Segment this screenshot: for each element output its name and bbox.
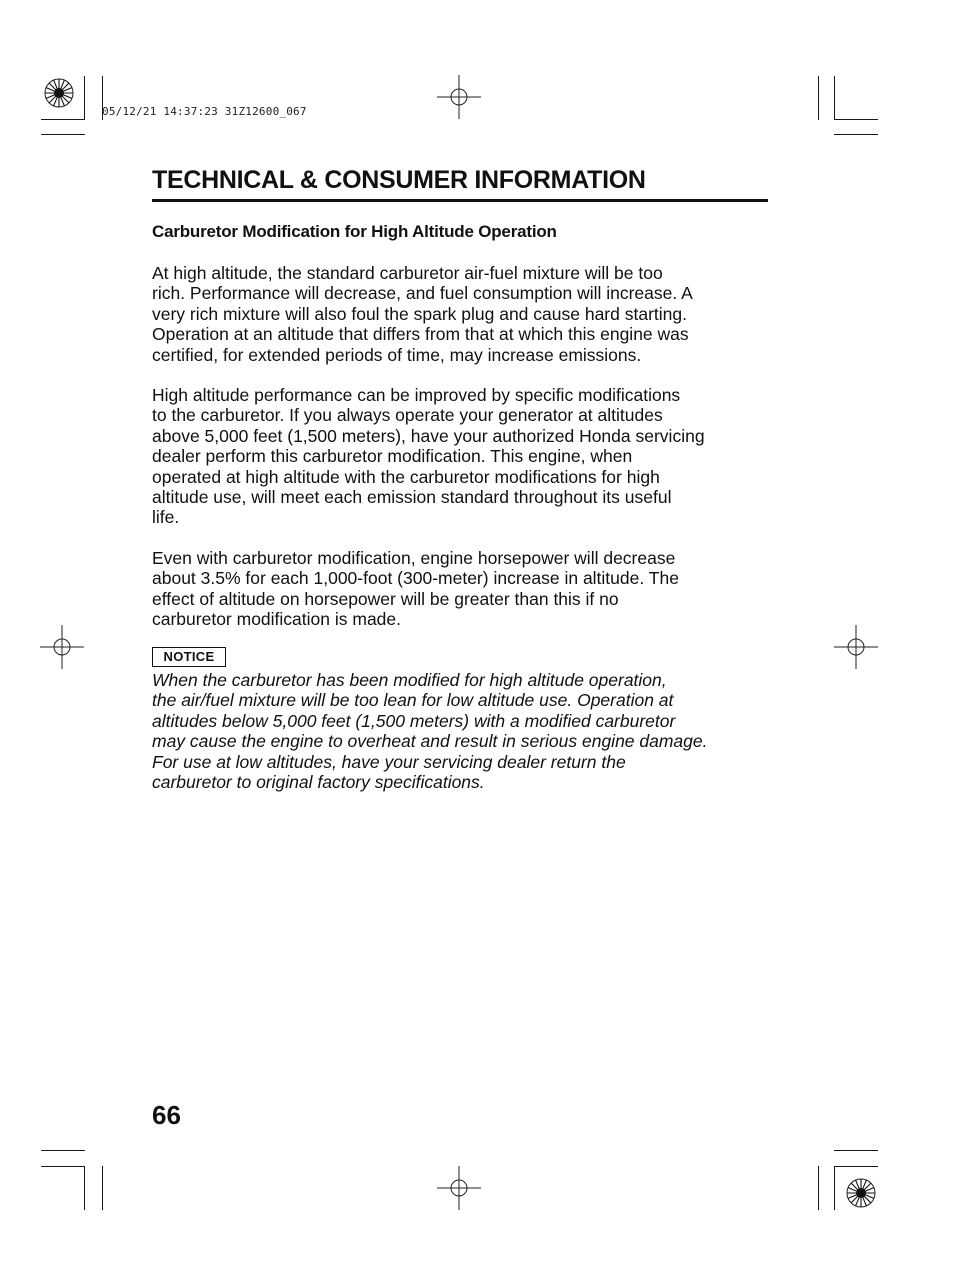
paragraph-line: to the carburetor. If you always operate your generator at altitudes [152,405,663,426]
registration-crosshair-icon [40,625,84,669]
page-number: 66 [152,1100,181,1130]
crop-mark [834,1150,878,1151]
crop-mark [41,1150,85,1151]
crop-mark [818,76,819,120]
rosette-mark-icon [44,78,74,108]
crop-mark [84,1166,85,1210]
paragraph-line: very rich mixture will also foul the spark plug and cause hard starting. [152,303,687,324]
paragraph-horsepower [152,548,777,630]
paragraph-line: dealer perform this carburetor modification. This engine, when [152,446,633,467]
paragraph-line: rich. Performance will decrease, and fuel consumption will increase. A [152,283,693,304]
paragraph-line: above 5,000 feet (1,500 meters), have your authorized Honda servicing [152,425,705,446]
paragraph-line: life. [152,507,180,528]
paragraph-rich-mixture [152,263,777,365]
paragraph-line: carburetor modification is made. [152,609,401,630]
crop-mark [84,76,85,120]
notice-line: may cause the engine to overheat and result in serious engine damage. [152,731,708,752]
paragraph-modifications [152,385,777,528]
notice-line: the air/fuel mixture will be too lean for low altitude use. Operation at [152,690,674,711]
title-underline [152,199,768,202]
crop-mark [41,119,85,120]
notice-line: When the carburetor has been modified for high altitude operation, [152,670,667,690]
paragraph-line: effect of altitude on horsepower will be greater than this if no [152,588,619,609]
paragraph-line: Even with carburetor modification, engine horsepower will decrease [152,548,676,568]
crop-mark [41,1166,85,1167]
paragraph-line: operated at high altitude with the carburetor modifications for high [152,466,660,487]
registration-crosshair-icon [437,75,481,119]
notice-text [152,670,777,792]
notice-line: altitudes below 5,000 feet (1,500 meters) with a modified carburetor [152,710,676,731]
paragraph-line: altitude use, will meet each emission standard throughout its useful [152,487,672,508]
rosette-mark-icon [846,1178,876,1208]
notice-badge: NOTICE [152,647,226,667]
crop-mark [102,1166,103,1210]
paragraph-line: about 3.5% for each 1,000-foot (300-meter) increase in altitude. The [152,568,679,589]
paragraph-line: certified, for extended periods of time, may increase emissions. [152,344,642,365]
crop-mark [834,119,878,120]
notice-line: For use at low altitudes, have your servicing dealer return the [152,751,626,772]
crop-mark [834,1166,878,1167]
crop-mark [834,1166,835,1210]
crop-mark [41,134,85,135]
crop-mark [834,76,835,120]
paragraph-line: At high altitude, the standard carburetor air-fuel mixture will be too [152,263,663,283]
crop-mark [818,1166,819,1210]
registration-crosshair-icon [437,1166,481,1210]
notice-line: carburetor to original factory specifications. [152,772,485,793]
paragraph-line: Operation at an altitude that differs from that at which this engine was [152,324,689,345]
paragraph-line: High altitude performance can be improved by specific modifications [152,385,681,405]
page-title: TECHNICAL & CONSUMER INFORMATION [152,166,646,194]
section-heading: Carburetor Modification for High Altitude Operation [152,222,557,241]
print-stamp: 05/12/21 14:37:23 31Z12600_067 [102,105,307,118]
registration-crosshair-icon [834,625,878,669]
crop-mark [834,134,878,135]
